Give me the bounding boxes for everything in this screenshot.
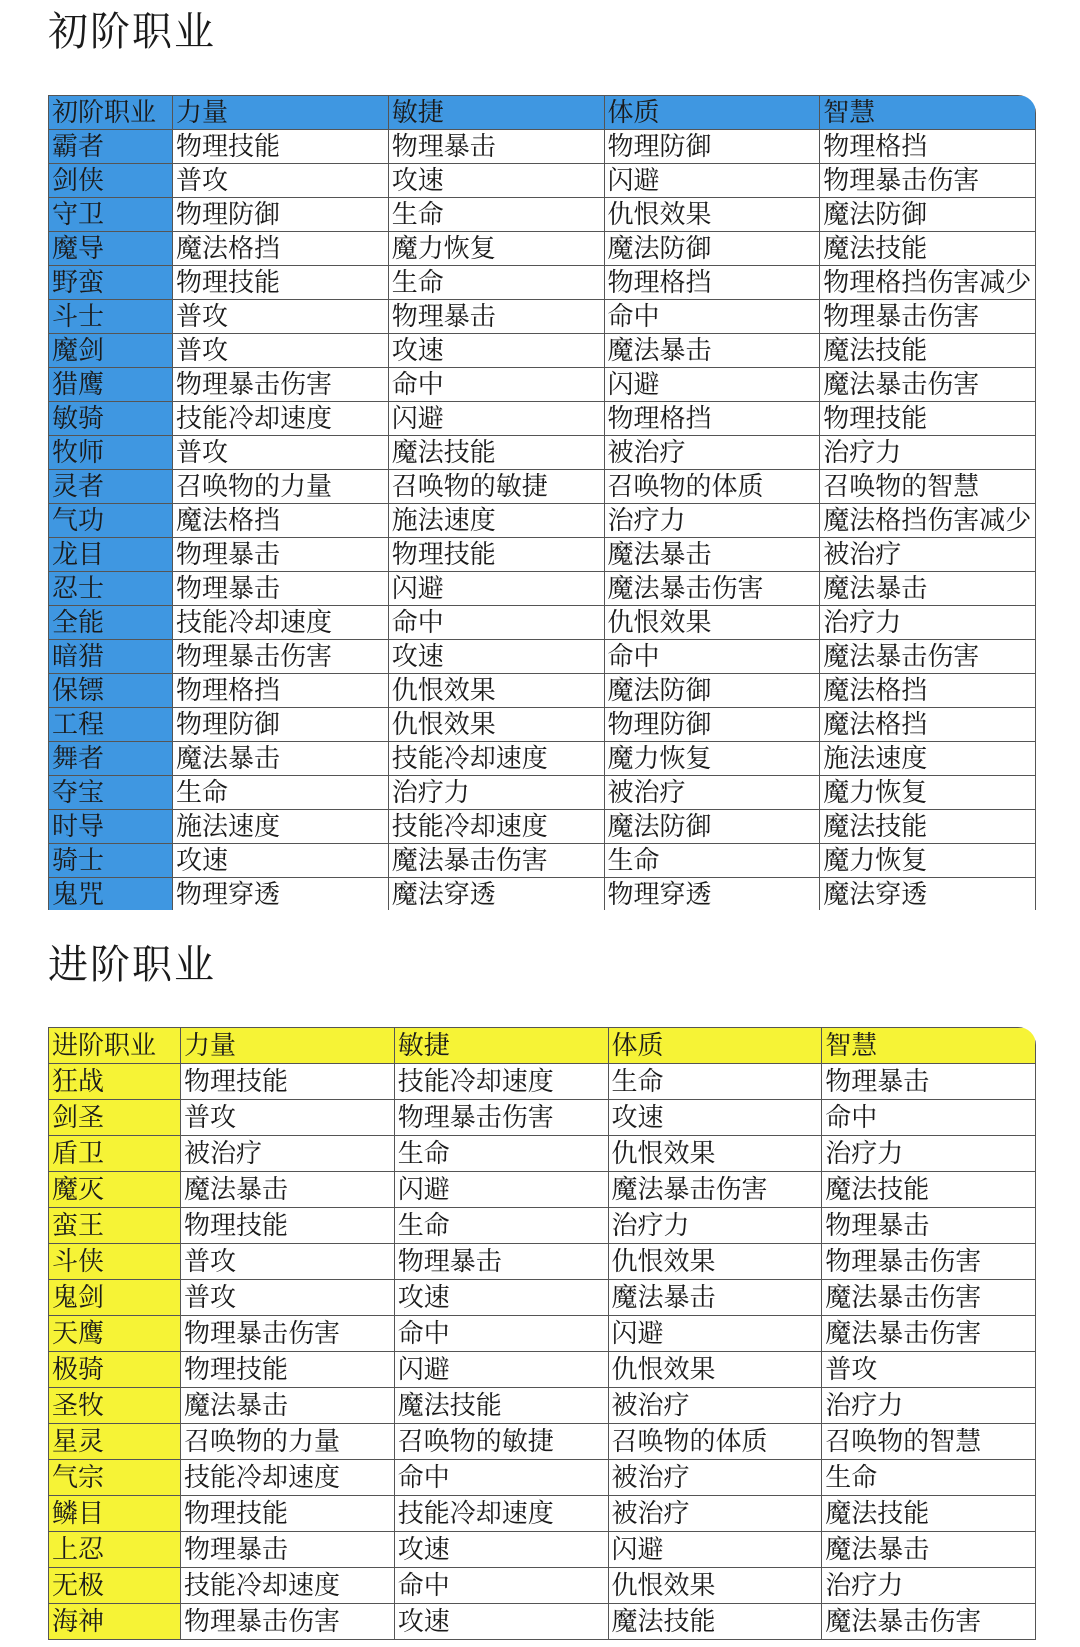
attribute-cell-constitution-col: 召唤物的体质 xyxy=(608,1424,822,1460)
attribute-cell-agility-col: 物理暴击伤害 xyxy=(394,1100,608,1136)
attribute-cell-agility-col: 生命 xyxy=(394,1136,608,1172)
class-name-cell: 敏骑 xyxy=(49,402,173,436)
table-row xyxy=(49,232,1036,266)
table-row xyxy=(49,572,1036,606)
attribute-cell-constitution-col: 魔力恢复 xyxy=(604,742,820,776)
attribute-cell-constitution-col: 生命 xyxy=(604,844,820,878)
attribute-cell-strength-col: 普攻 xyxy=(173,436,389,470)
attribute-cell-agility-col: 仇恨效果 xyxy=(388,708,604,742)
attribute-cell-agility-col: 物理技能 xyxy=(388,538,604,572)
attribute-cell-wisdom-col: 治疗力 xyxy=(820,436,1036,470)
attribute-cell-wisdom-col: 治疗力 xyxy=(820,606,1036,640)
attribute-cell-wisdom-col: 物理暴击 xyxy=(822,1064,1036,1100)
attribute-cell-wisdom-col: 治疗力 xyxy=(822,1388,1036,1424)
table-header-row xyxy=(49,1028,1036,1064)
table-row xyxy=(49,810,1036,844)
attribute-cell-wisdom-col: 魔法暴击伤害 xyxy=(820,640,1036,674)
attribute-cell-wisdom-col: 魔法格挡伤害减少 xyxy=(820,504,1036,538)
attribute-cell-wisdom-col: 魔法暴击伤害 xyxy=(822,1280,1036,1316)
section-title-advanced: 进阶职业 xyxy=(48,942,216,988)
class-name-cell: 鳞目 xyxy=(49,1496,181,1532)
attribute-cell-agility-col: 技能冷却速度 xyxy=(394,1496,608,1532)
header-cell-constitution-col: 体质 xyxy=(604,96,820,130)
attribute-cell-wisdom-col: 物理格挡伤害减少 xyxy=(820,266,1036,300)
attribute-cell-agility-col: 仇恨效果 xyxy=(388,674,604,708)
attribute-cell-wisdom-col: 物理格挡 xyxy=(820,130,1036,164)
attribute-cell-wisdom-col: 魔法技能 xyxy=(822,1496,1036,1532)
attribute-cell-constitution-col: 治疗力 xyxy=(604,504,820,538)
basic-class-attribute-table xyxy=(48,95,1036,910)
class-name-cell: 蛮王 xyxy=(49,1208,181,1244)
attribute-cell-strength-col: 物理技能 xyxy=(173,266,389,300)
attribute-cell-strength-col: 物理暴击伤害 xyxy=(181,1604,395,1640)
attribute-cell-wisdom-col: 治疗力 xyxy=(822,1136,1036,1172)
attribute-cell-wisdom-col: 物理暴击伤害 xyxy=(822,1244,1036,1280)
attribute-cell-constitution-col: 仇恨效果 xyxy=(608,1352,822,1388)
attribute-cell-strength-col: 普攻 xyxy=(181,1280,395,1316)
table-row xyxy=(49,368,1036,402)
table-row xyxy=(49,742,1036,776)
table-row xyxy=(49,1424,1036,1460)
attribute-cell-strength-col: 物理防御 xyxy=(173,708,389,742)
table-row xyxy=(49,402,1036,436)
attribute-cell-constitution-col: 命中 xyxy=(604,300,820,334)
attribute-cell-agility-col: 攻速 xyxy=(394,1532,608,1568)
class-name-cell: 全能 xyxy=(49,606,173,640)
attribute-cell-constitution-col: 物理防御 xyxy=(604,130,820,164)
header-cell-wisdom-col: 智慧 xyxy=(822,1028,1036,1064)
attribute-cell-wisdom-col: 命中 xyxy=(822,1100,1036,1136)
class-name-cell: 魔剑 xyxy=(49,334,173,368)
attribute-cell-wisdom-col: 魔法技能 xyxy=(820,334,1036,368)
class-name-cell: 暗猎 xyxy=(49,640,173,674)
attribute-cell-agility-col: 物理暴击 xyxy=(388,300,604,334)
header-cell-class-col: 进阶职业 xyxy=(49,1028,181,1064)
attribute-cell-wisdom-col: 魔法穿透 xyxy=(820,878,1036,911)
attribute-cell-constitution-col: 被治疗 xyxy=(608,1460,822,1496)
attribute-cell-wisdom-col: 魔力恢复 xyxy=(820,776,1036,810)
class-name-cell: 保镖 xyxy=(49,674,173,708)
attribute-cell-strength-col: 物理技能 xyxy=(181,1496,395,1532)
class-name-cell: 骑士 xyxy=(49,844,173,878)
class-name-cell: 盾卫 xyxy=(49,1136,181,1172)
table-row xyxy=(49,1100,1036,1136)
table-row xyxy=(49,164,1036,198)
class-name-cell: 鬼咒 xyxy=(49,878,173,911)
table-row xyxy=(49,1460,1036,1496)
attribute-cell-constitution-col: 魔法暴击 xyxy=(604,538,820,572)
table-row xyxy=(49,674,1036,708)
attribute-cell-agility-col: 命中 xyxy=(394,1460,608,1496)
attribute-cell-constitution-col: 物理格挡 xyxy=(604,402,820,436)
table-row xyxy=(49,436,1036,470)
attribute-cell-strength-col: 召唤物的力量 xyxy=(181,1424,395,1460)
attribute-cell-wisdom-col: 物理暴击伤害 xyxy=(820,164,1036,198)
attribute-cell-constitution-col: 物理防御 xyxy=(604,708,820,742)
attribute-cell-constitution-col: 物理穿透 xyxy=(604,878,820,911)
attribute-cell-strength-col: 物理技能 xyxy=(181,1208,395,1244)
attribute-cell-constitution-col: 仇恨效果 xyxy=(608,1136,822,1172)
attribute-cell-strength-col: 物理暴击伤害 xyxy=(181,1316,395,1352)
attribute-cell-strength-col: 普攻 xyxy=(173,334,389,368)
attribute-cell-agility-col: 召唤物的敏捷 xyxy=(394,1424,608,1460)
attribute-cell-wisdom-col: 魔法暴击伤害 xyxy=(820,368,1036,402)
attribute-cell-constitution-col: 闪避 xyxy=(604,164,820,198)
class-name-cell: 龙目 xyxy=(49,538,173,572)
attribute-cell-wisdom-col: 生命 xyxy=(822,1460,1036,1496)
class-name-cell: 魔灭 xyxy=(49,1172,181,1208)
table-row xyxy=(49,1388,1036,1424)
attribute-cell-strength-col: 技能冷却速度 xyxy=(173,402,389,436)
attribute-cell-strength-col: 魔法暴击 xyxy=(181,1172,395,1208)
basic-class-table-container xyxy=(48,95,1036,910)
attribute-cell-constitution-col: 魔法技能 xyxy=(608,1604,822,1640)
header-cell-agility-col: 敏捷 xyxy=(388,96,604,130)
attribute-cell-constitution-col: 闪避 xyxy=(608,1316,822,1352)
attribute-cell-agility-col: 魔法穿透 xyxy=(388,878,604,911)
attribute-cell-strength-col: 技能冷却速度 xyxy=(173,606,389,640)
attribute-cell-wisdom-col: 施法速度 xyxy=(820,742,1036,776)
table-row xyxy=(49,878,1036,911)
attribute-cell-strength-col: 普攻 xyxy=(181,1244,395,1280)
table-row xyxy=(49,1280,1036,1316)
table-row xyxy=(49,334,1036,368)
attribute-cell-agility-col: 物理暴击 xyxy=(394,1244,608,1280)
attribute-cell-agility-col: 物理暴击 xyxy=(388,130,604,164)
header-cell-class-col: 初阶职业 xyxy=(49,96,173,130)
attribute-cell-wisdom-col: 物理暴击 xyxy=(822,1208,1036,1244)
attribute-cell-strength-col: 普攻 xyxy=(181,1100,395,1136)
table-row xyxy=(49,1568,1036,1604)
class-name-cell: 气宗 xyxy=(49,1460,181,1496)
class-name-cell: 星灵 xyxy=(49,1424,181,1460)
attribute-cell-wisdom-col: 魔法格挡 xyxy=(820,674,1036,708)
attribute-cell-constitution-col: 被治疗 xyxy=(604,436,820,470)
attribute-cell-strength-col: 被治疗 xyxy=(181,1136,395,1172)
table-row xyxy=(49,1064,1036,1100)
attribute-cell-wisdom-col: 魔法暴击 xyxy=(822,1532,1036,1568)
attribute-cell-wisdom-col: 魔法技能 xyxy=(820,232,1036,266)
attribute-cell-wisdom-col: 召唤物的智慧 xyxy=(820,470,1036,504)
attribute-cell-agility-col: 命中 xyxy=(394,1568,608,1604)
attribute-cell-strength-col: 技能冷却速度 xyxy=(181,1568,395,1604)
attribute-cell-strength-col: 普攻 xyxy=(173,164,389,198)
attribute-cell-agility-col: 攻速 xyxy=(394,1604,608,1640)
attribute-cell-agility-col: 魔力恢复 xyxy=(388,232,604,266)
attribute-cell-agility-col: 技能冷却速度 xyxy=(388,810,604,844)
class-name-cell: 斗侠 xyxy=(49,1244,181,1280)
attribute-cell-constitution-col: 魔法防御 xyxy=(604,810,820,844)
table-row xyxy=(49,844,1036,878)
attribute-cell-agility-col: 生命 xyxy=(388,266,604,300)
attribute-cell-agility-col: 攻速 xyxy=(388,640,604,674)
advanced-class-table-container xyxy=(48,1027,1036,1641)
header-cell-strength-col: 力量 xyxy=(181,1028,395,1064)
table-row xyxy=(49,776,1036,810)
attribute-cell-agility-col: 魔法技能 xyxy=(394,1388,608,1424)
attribute-cell-wisdom-col: 魔法技能 xyxy=(820,810,1036,844)
attribute-cell-agility-col: 魔法暴击伤害 xyxy=(388,844,604,878)
class-name-cell: 守卫 xyxy=(49,198,173,232)
attribute-cell-strength-col: 魔法暴击 xyxy=(173,742,389,776)
table-row xyxy=(49,1604,1036,1640)
class-name-cell: 牧师 xyxy=(49,436,173,470)
attribute-cell-constitution-col: 闪避 xyxy=(604,368,820,402)
attribute-cell-constitution-col: 魔法防御 xyxy=(604,232,820,266)
class-name-cell: 忍士 xyxy=(49,572,173,606)
attribute-cell-wisdom-col: 魔法暴击 xyxy=(820,572,1036,606)
attribute-cell-wisdom-col: 物理技能 xyxy=(820,402,1036,436)
table-row xyxy=(49,538,1036,572)
table-row xyxy=(49,266,1036,300)
section-title-basic: 初阶职业 xyxy=(48,9,216,55)
attribute-cell-agility-col: 闪避 xyxy=(388,572,604,606)
table-row xyxy=(49,606,1036,640)
table-row xyxy=(49,300,1036,334)
class-name-cell: 霸者 xyxy=(49,130,173,164)
class-name-cell: 天鹰 xyxy=(49,1316,181,1352)
attribute-cell-agility-col: 闪避 xyxy=(388,402,604,436)
attribute-cell-strength-col: 物理技能 xyxy=(173,130,389,164)
attribute-cell-strength-col: 物理暴击 xyxy=(173,538,389,572)
attribute-cell-strength-col: 魔法格挡 xyxy=(173,504,389,538)
table-row xyxy=(49,1172,1036,1208)
attribute-cell-wisdom-col: 魔法暴击伤害 xyxy=(822,1604,1036,1640)
attribute-cell-agility-col: 技能冷却速度 xyxy=(394,1064,608,1100)
header-cell-agility-col: 敏捷 xyxy=(394,1028,608,1064)
header-cell-strength-col: 力量 xyxy=(173,96,389,130)
class-name-cell: 上忍 xyxy=(49,1532,181,1568)
attribute-cell-constitution-col: 命中 xyxy=(604,640,820,674)
attribute-cell-wisdom-col: 治疗力 xyxy=(822,1568,1036,1604)
attribute-cell-wisdom-col: 普攻 xyxy=(822,1352,1036,1388)
class-name-cell: 极骑 xyxy=(49,1352,181,1388)
attribute-cell-agility-col: 闪避 xyxy=(394,1352,608,1388)
attribute-cell-agility-col: 生命 xyxy=(388,198,604,232)
class-name-cell: 剑侠 xyxy=(49,164,173,198)
attribute-cell-strength-col: 召唤物的力量 xyxy=(173,470,389,504)
table-row xyxy=(49,708,1036,742)
attribute-cell-agility-col: 命中 xyxy=(388,606,604,640)
attribute-cell-constitution-col: 召唤物的体质 xyxy=(604,470,820,504)
attribute-cell-strength-col: 物理技能 xyxy=(181,1352,395,1388)
attribute-cell-constitution-col: 魔法暴击伤害 xyxy=(604,572,820,606)
class-name-cell: 夺宝 xyxy=(49,776,173,810)
attribute-cell-strength-col: 生命 xyxy=(173,776,389,810)
attribute-cell-strength-col: 物理暴击 xyxy=(173,572,389,606)
attribute-cell-constitution-col: 生命 xyxy=(608,1064,822,1100)
attribute-cell-constitution-col: 仇恨效果 xyxy=(608,1568,822,1604)
attribute-cell-strength-col: 物理暴击 xyxy=(181,1532,395,1568)
attribute-cell-constitution-col: 仇恨效果 xyxy=(604,198,820,232)
class-name-cell: 猎鹰 xyxy=(49,368,173,402)
attribute-cell-agility-col: 治疗力 xyxy=(388,776,604,810)
class-name-cell: 海神 xyxy=(49,1604,181,1640)
class-name-cell: 工程 xyxy=(49,708,173,742)
table-row xyxy=(49,470,1036,504)
attribute-cell-constitution-col: 被治疗 xyxy=(608,1388,822,1424)
table-row xyxy=(49,1244,1036,1280)
attribute-cell-constitution-col: 物理格挡 xyxy=(604,266,820,300)
attribute-cell-wisdom-col: 魔法暴击伤害 xyxy=(822,1316,1036,1352)
attribute-cell-wisdom-col: 物理暴击伤害 xyxy=(820,300,1036,334)
attribute-cell-constitution-col: 治疗力 xyxy=(608,1208,822,1244)
attribute-cell-agility-col: 施法速度 xyxy=(388,504,604,538)
table-row xyxy=(49,1496,1036,1532)
attribute-cell-agility-col: 技能冷却速度 xyxy=(388,742,604,776)
class-name-cell: 斗士 xyxy=(49,300,173,334)
class-name-cell: 圣牧 xyxy=(49,1388,181,1424)
attribute-cell-agility-col: 魔法技能 xyxy=(388,436,604,470)
attribute-cell-agility-col: 攻速 xyxy=(388,164,604,198)
table-row xyxy=(49,198,1036,232)
attribute-cell-constitution-col: 攻速 xyxy=(608,1100,822,1136)
attribute-cell-strength-col: 普攻 xyxy=(173,300,389,334)
class-name-cell: 舞者 xyxy=(49,742,173,776)
attribute-cell-agility-col: 生命 xyxy=(394,1208,608,1244)
attribute-cell-agility-col: 命中 xyxy=(388,368,604,402)
attribute-cell-strength-col: 物理防御 xyxy=(173,198,389,232)
class-name-cell: 时导 xyxy=(49,810,173,844)
table-row xyxy=(49,504,1036,538)
table-row xyxy=(49,1352,1036,1388)
table-row xyxy=(49,130,1036,164)
table-row xyxy=(49,1532,1036,1568)
attribute-cell-wisdom-col: 魔法格挡 xyxy=(820,708,1036,742)
attribute-cell-constitution-col: 被治疗 xyxy=(608,1496,822,1532)
attribute-cell-agility-col: 攻速 xyxy=(394,1280,608,1316)
attribute-cell-wisdom-col: 召唤物的智慧 xyxy=(822,1424,1036,1460)
attribute-cell-constitution-col: 魔法暴击伤害 xyxy=(608,1172,822,1208)
class-name-cell: 无极 xyxy=(49,1568,181,1604)
attribute-cell-agility-col: 命中 xyxy=(394,1316,608,1352)
class-name-cell: 狂战 xyxy=(49,1064,181,1100)
attribute-cell-agility-col: 攻速 xyxy=(388,334,604,368)
attribute-cell-strength-col: 魔法格挡 xyxy=(173,232,389,266)
class-name-cell: 鬼剑 xyxy=(49,1280,181,1316)
attribute-cell-constitution-col: 魔法暴击 xyxy=(608,1280,822,1316)
attribute-cell-agility-col: 闪避 xyxy=(394,1172,608,1208)
attribute-cell-constitution-col: 被治疗 xyxy=(604,776,820,810)
class-name-cell: 魔导 xyxy=(49,232,173,266)
class-name-cell: 灵者 xyxy=(49,470,173,504)
attribute-cell-strength-col: 魔法暴击 xyxy=(181,1388,395,1424)
attribute-cell-strength-col: 物理暴击伤害 xyxy=(173,368,389,402)
class-name-cell: 野蛮 xyxy=(49,266,173,300)
attribute-cell-agility-col: 召唤物的敏捷 xyxy=(388,470,604,504)
attribute-cell-strength-col: 攻速 xyxy=(173,844,389,878)
class-name-cell: 剑圣 xyxy=(49,1100,181,1136)
attribute-cell-constitution-col: 魔法暴击 xyxy=(604,334,820,368)
table-row xyxy=(49,640,1036,674)
class-name-cell: 气功 xyxy=(49,504,173,538)
table-header-row xyxy=(49,96,1036,130)
attribute-cell-strength-col: 技能冷却速度 xyxy=(181,1460,395,1496)
attribute-cell-strength-col: 物理技能 xyxy=(181,1064,395,1100)
attribute-cell-constitution-col: 闪避 xyxy=(608,1532,822,1568)
attribute-cell-constitution-col: 仇恨效果 xyxy=(608,1244,822,1280)
header-cell-constitution-col: 体质 xyxy=(608,1028,822,1064)
table-row xyxy=(49,1208,1036,1244)
advanced-class-attribute-table xyxy=(48,1027,1036,1640)
attribute-cell-constitution-col: 仇恨效果 xyxy=(604,606,820,640)
header-cell-wisdom-col: 智慧 xyxy=(820,96,1036,130)
attribute-cell-strength-col: 物理格挡 xyxy=(173,674,389,708)
attribute-cell-wisdom-col: 魔力恢复 xyxy=(820,844,1036,878)
attribute-cell-constitution-col: 魔法防御 xyxy=(604,674,820,708)
table-row xyxy=(49,1316,1036,1352)
attribute-cell-wisdom-col: 魔法防御 xyxy=(820,198,1036,232)
attribute-cell-strength-col: 施法速度 xyxy=(173,810,389,844)
attribute-cell-strength-col: 物理穿透 xyxy=(173,878,389,911)
attribute-cell-wisdom-col: 魔法技能 xyxy=(822,1172,1036,1208)
table-row xyxy=(49,1136,1036,1172)
attribute-cell-wisdom-col: 被治疗 xyxy=(820,538,1036,572)
attribute-cell-strength-col: 物理暴击伤害 xyxy=(173,640,389,674)
